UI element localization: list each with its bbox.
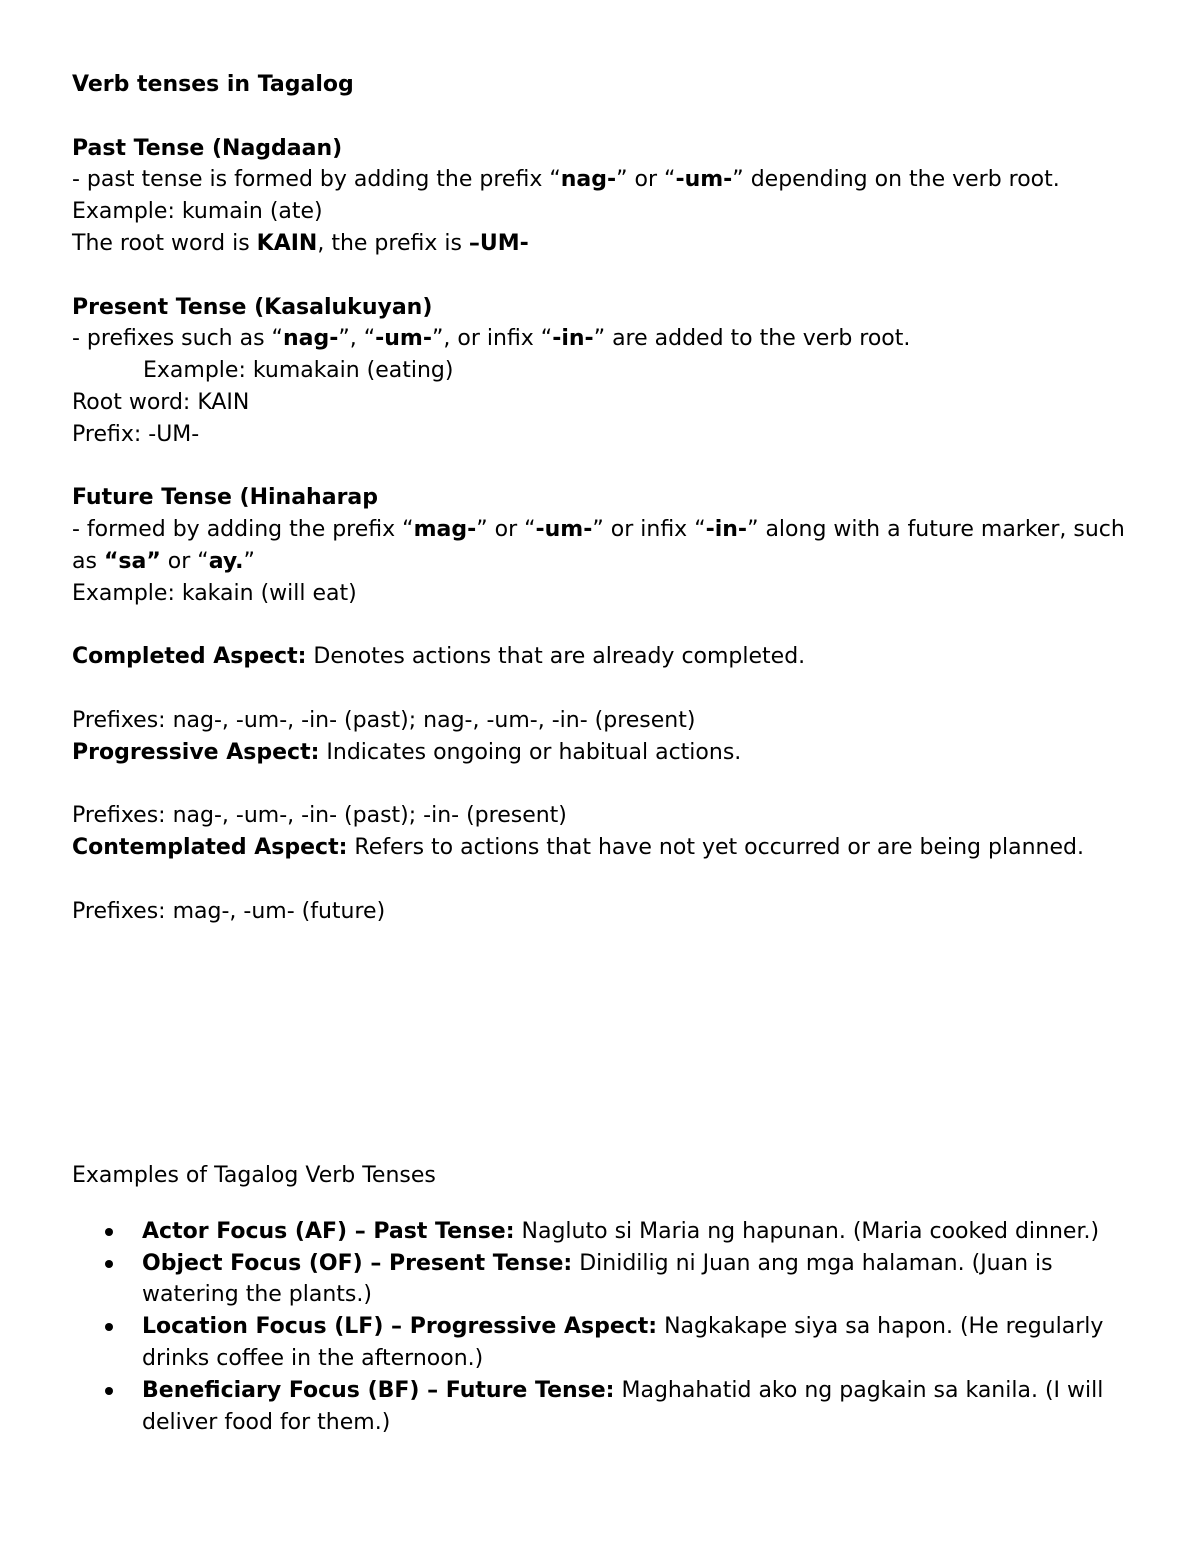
future-tense-example: Example: kakain (will eat) <box>72 580 357 606</box>
present-tense-description: - prefixes such as “nag-”, “-um-”, or infix “-in-” are added to the verb root. <box>72 326 911 352</box>
present-tense-example: Example: kumakain (eating) <box>143 358 454 384</box>
contemplated-aspect-prefixes: Prefixes: mag-, -um- (future) <box>72 898 386 924</box>
list-item: Location Focus (LF) – Progressive Aspect: Nagkakape siya sa hapon. (He regularly drinks coffee in the afternoon.) <box>72 1311 1128 1375</box>
document-body <box>72 69 1128 928</box>
completed-aspect: Completed Aspect: Denotes actions that are already completed. <box>72 644 806 670</box>
bullet-icon <box>105 1260 113 1268</box>
present-tense-prefix: Prefix: -UM- <box>72 421 200 447</box>
past-tense-description: - past tense is formed by adding the prefix “nag-” or “-um-” depending on the verb root. <box>72 167 1060 193</box>
list-item: Actor Focus (AF) – Past Tense: Nagluto si Maria ng hapunan. (Maria cooked dinner.) <box>72 1216 1128 1248</box>
bullet-icon <box>105 1387 113 1395</box>
contemplated-aspect: Contemplated Aspect: Refers to actions that have not yet occurred or are being planned. <box>72 835 1084 861</box>
examples-heading: Examples of Tagalog Verb Tenses <box>72 1163 436 1188</box>
examples-section <box>72 1160 1128 1438</box>
document-title: Verb tenses in Tagalog <box>72 72 354 97</box>
past-tense-heading: Past Tense (Nagdaan) <box>72 135 343 161</box>
examples-list <box>72 1216 1128 1439</box>
future-tense-description: - formed by adding the prefix “mag-” or “-um-” or infix “-in-” along with a future marker, such as “sa” or “ay.” <box>72 517 1125 574</box>
bullet-icon <box>105 1228 113 1236</box>
past-tense-root: The root word is KAIN, the prefix is –UM- <box>72 230 529 256</box>
completed-aspect-prefixes: Prefixes: nag-, -um-, -in- (past); nag-, -um-, -in- (present) <box>72 707 696 733</box>
list-item: Beneficiary Focus (BF) – Future Tense: Maghahatid ako ng pagkain sa kanila. (I will deliver food for them.) <box>72 1375 1128 1439</box>
present-tense-root: Root word: KAIN <box>72 389 250 415</box>
future-tense-heading: Future Tense (Hinaharap <box>72 485 379 511</box>
progressive-aspect: Progressive Aspect: Indicates ongoing or habitual actions. <box>72 739 742 765</box>
progressive-aspect-prefixes: Prefixes: nag-, -um-, -in- (past); -in- (present) <box>72 803 567 829</box>
past-tense-example: Example: kumain (ate) <box>72 199 323 225</box>
list-item: Object Focus (OF) – Present Tense: Dinidilig ni Juan ang mga halaman. (Juan is watering the plants.) <box>72 1248 1128 1312</box>
bullet-icon <box>105 1323 113 1331</box>
present-tense-heading: Present Tense (Kasalukuyan) <box>72 294 433 320</box>
